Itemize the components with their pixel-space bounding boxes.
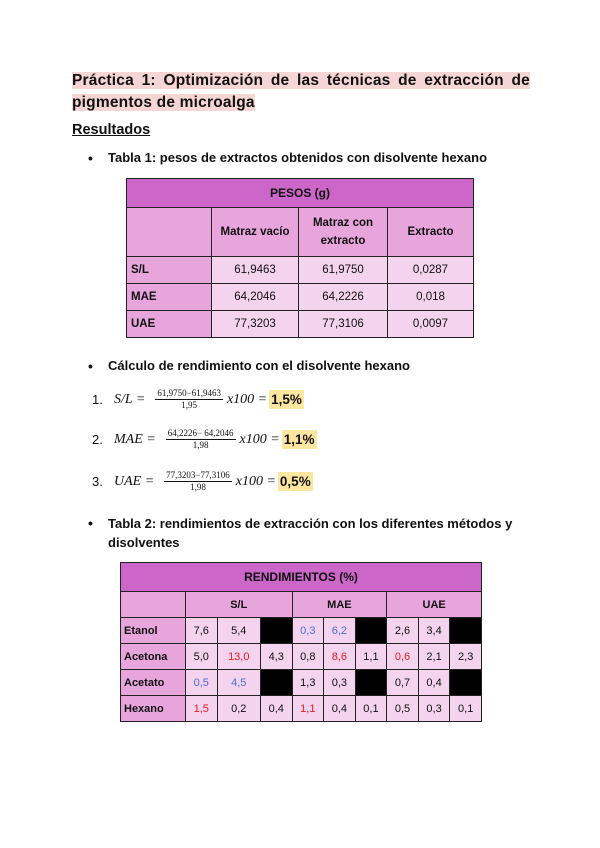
table-cell: 0,1 xyxy=(355,696,387,722)
table-cell: 7,6 xyxy=(186,618,218,644)
table-cell-empty xyxy=(450,670,482,696)
formula-lhs: MAE = xyxy=(114,431,156,447)
table-cell: 2,6 xyxy=(387,618,419,644)
formula-result: 1,1% xyxy=(283,432,315,447)
table-cell: 4,5 xyxy=(217,670,260,696)
table-cell: 77,3203 xyxy=(212,311,299,338)
table2-method-mae: MAE xyxy=(292,592,387,618)
results-heading: Resultados xyxy=(72,122,151,138)
formula-mult: x100 = xyxy=(226,391,268,407)
table-cell: 0,5 xyxy=(387,696,419,722)
formula-mult: x100 = xyxy=(239,431,280,447)
table-cell: 0,0097 xyxy=(388,311,474,338)
bullet-table1 xyxy=(90,150,487,165)
table-cell: 3,4 xyxy=(418,618,450,644)
formula-fraction xyxy=(166,428,236,451)
table2-header: RENDIMIENTOS (%) xyxy=(121,563,482,592)
formula-mae xyxy=(92,428,317,451)
formula-uae xyxy=(92,470,313,493)
formula-denominator: 1,98 xyxy=(190,482,206,492)
table-cell: 64,2046 xyxy=(212,284,299,311)
table-cell: 1,5 xyxy=(186,696,218,722)
table-cell: 0,3 xyxy=(324,670,356,696)
table-cell: 1,3 xyxy=(292,670,324,696)
table-cell: 8,6 xyxy=(324,644,356,670)
table2-method-sl: S/L xyxy=(186,592,293,618)
formula-number: 2. xyxy=(92,432,103,447)
formula-mult: x100 = xyxy=(235,473,276,489)
table-cell: 1,1 xyxy=(355,644,387,670)
table-cell: 6,2 xyxy=(324,618,356,644)
formula-numerator: 64,2226− 64,2046 xyxy=(167,428,234,438)
formula-fraction xyxy=(164,470,232,493)
formula-number: 1. xyxy=(92,392,103,407)
table-pesos xyxy=(126,178,474,338)
table-cell-empty xyxy=(260,670,292,696)
formula-lhs: UAE = xyxy=(114,473,155,489)
table-cell: 0,018 xyxy=(388,284,474,311)
table-cell: 4,3 xyxy=(260,644,292,670)
table1-row-label: MAE xyxy=(127,284,212,311)
table-cell: 0,4 xyxy=(418,670,450,696)
table2-corner xyxy=(121,592,186,618)
table-cell: 0,5 xyxy=(186,670,218,696)
table-cell: 0,3 xyxy=(292,618,324,644)
table-cell: 77,3106 xyxy=(299,311,388,338)
table-row xyxy=(121,618,482,644)
table-cell: 5,0 xyxy=(186,644,218,670)
formula-numerator: 61,9750−61,9463 xyxy=(157,388,221,398)
formula-lhs: S/L = xyxy=(114,391,146,407)
bullet-calculo-text: • Cálculo de rendimiento con el disolvente hexano xyxy=(108,358,410,373)
table1-corner xyxy=(127,208,212,257)
table-row xyxy=(121,696,482,722)
bullet-table2 xyxy=(90,514,530,552)
table2-row-label: Hexano xyxy=(121,696,186,722)
table-cell: 13,0 xyxy=(217,644,260,670)
table2-row-label: Acetato xyxy=(121,670,186,696)
table2-row-label: Acetona xyxy=(121,644,186,670)
table-row xyxy=(121,670,482,696)
table-cell: 2,3 xyxy=(450,644,482,670)
table-cell: 0,6 xyxy=(387,644,419,670)
table-cell: 0,3 xyxy=(418,696,450,722)
table-row xyxy=(121,644,482,670)
bullet-table1-text: • Tabla 1: pesos de extractos obtenidos con disolvente hexano xyxy=(108,150,488,165)
table-cell-empty xyxy=(260,618,292,644)
formula-fraction xyxy=(155,388,223,411)
title-text: Práctica 1: Optimización de las técnicas de extracción de pigmentos de microalga xyxy=(72,72,530,111)
formula-denominator: 1,95 xyxy=(181,400,198,410)
table1-col-1: Matraz vacío xyxy=(212,208,299,257)
formula-denominator: 1,98 xyxy=(192,440,209,450)
table-cell: 0,7 xyxy=(387,670,419,696)
table-cell-empty xyxy=(355,670,387,696)
table-cell: 5,4 xyxy=(217,618,260,644)
formula-number: 3. xyxy=(92,474,103,489)
table-cell-empty xyxy=(355,618,387,644)
formula-numerator: 77,3203−77,3106 xyxy=(166,470,230,480)
table-cell-empty xyxy=(450,618,482,644)
table-cell: 61,9463 xyxy=(212,257,299,284)
table-cell: 0,8 xyxy=(292,644,324,670)
formula-result: 1,5% xyxy=(271,392,302,407)
table-cell: 0,4 xyxy=(260,696,292,722)
table-cell: 0,0287 xyxy=(388,257,474,284)
page-title xyxy=(72,70,530,114)
table-cell: 1,1 xyxy=(292,696,324,722)
table2-row-label: Etanol xyxy=(121,618,186,644)
table-rendimientos xyxy=(120,562,482,722)
formula-sl xyxy=(92,388,304,411)
table-cell: 64,2226 xyxy=(299,284,388,311)
bullet-table2-text: • Tabla 2: rendimientos de extracción con los diferentes métodos y disolventes xyxy=(108,516,513,550)
table-cell: 0,1 xyxy=(450,696,482,722)
table-row xyxy=(127,284,474,311)
table1-row-label: UAE xyxy=(127,311,212,338)
table1-header: PESOS (g) xyxy=(127,179,474,208)
bullet-calculo xyxy=(90,358,410,373)
table-cell: 2,1 xyxy=(418,644,450,670)
table1-col-3: Extracto xyxy=(388,208,474,257)
table1-row-label: S/L xyxy=(127,257,212,284)
table-cell: 0,4 xyxy=(324,696,356,722)
table-row xyxy=(127,257,474,284)
table-cell: 0,2 xyxy=(217,696,260,722)
table1-col-2: Matraz con extracto xyxy=(299,208,388,257)
table2-method-uae: UAE xyxy=(387,592,482,618)
table-cell: 61,9750 xyxy=(299,257,388,284)
formula-result: 0,5% xyxy=(279,474,311,489)
table-row xyxy=(127,311,474,338)
